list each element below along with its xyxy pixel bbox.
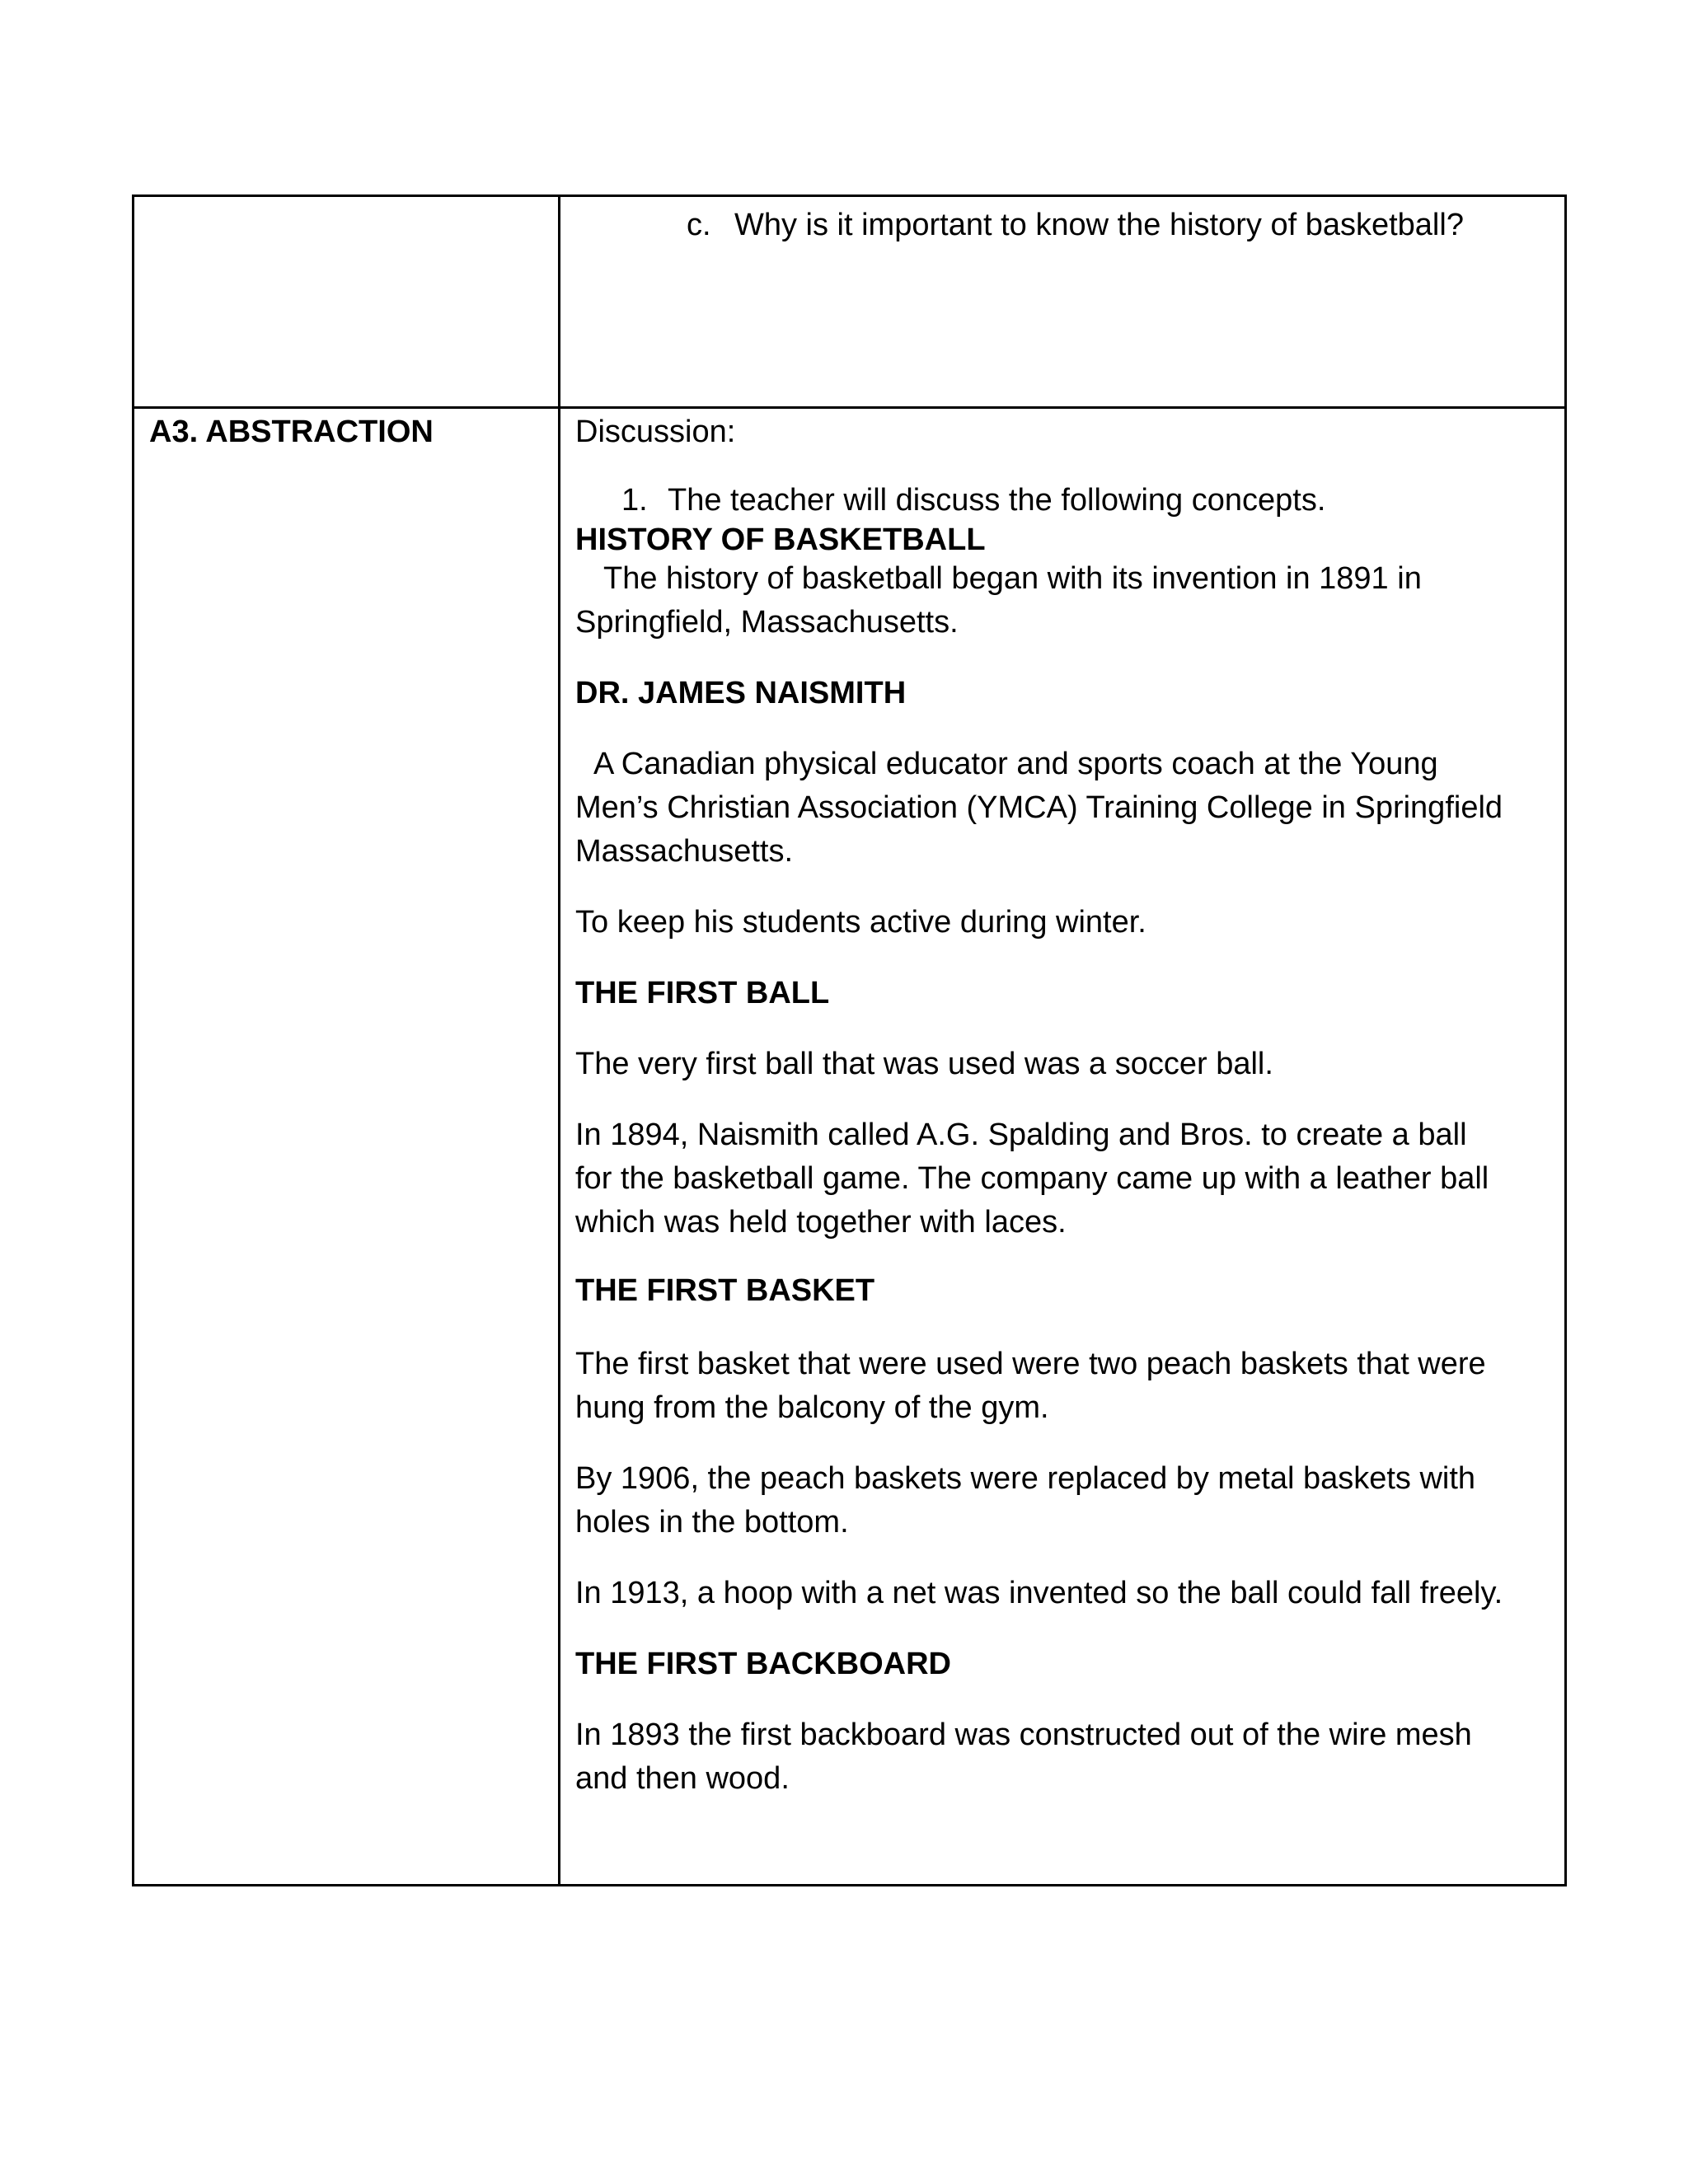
backboard-paragraph-line: In 1893 the first backboard was constructed out of the wire mesh xyxy=(575,1718,1472,1752)
ball-heading: THE FIRST BALL xyxy=(575,976,830,1010)
history-heading: HISTORY OF BASKETBALL xyxy=(575,523,986,557)
naismith-paragraph-line: A Canadian physical educator and sports coach at the Young xyxy=(593,747,1438,781)
section-label: A3. ABSTRACTION xyxy=(149,415,434,449)
naismith-paragraph-2: To keep his students active during winter. xyxy=(575,905,1146,940)
table-row xyxy=(134,408,1566,1886)
discussion-label: Discussion: xyxy=(575,415,736,449)
basket-paragraph-line: The first basket that were used were two peach baskets that were xyxy=(575,1347,1486,1381)
basket-paragraph-line: By 1906, the peach baskets were replaced by metal baskets with xyxy=(575,1461,1476,1496)
question-marker: c. xyxy=(687,208,711,242)
basket-paragraph-line: holes in the bottom. xyxy=(575,1505,849,1540)
lesson-plan-table xyxy=(132,194,1567,1886)
history-paragraph-line: The history of basketball began with its invention in 1891 in xyxy=(603,561,1422,596)
history-paragraph-line: Springfield, Massachusetts. xyxy=(575,605,959,640)
ball-paragraph-line: which was held together with laces. xyxy=(575,1205,1067,1240)
backboard-paragraph-line: and then wood. xyxy=(575,1761,790,1796)
table-cell-section-label xyxy=(134,408,560,1886)
basket-paragraph-3: In 1913, a hoop with a net was invented so the ball could fall freely. xyxy=(575,1576,1503,1610)
naismith-paragraph-line: Men’s Christian Association (YMCA) Training College in Springfield xyxy=(575,790,1503,825)
backboard-heading: THE FIRST BACKBOARD xyxy=(575,1647,951,1681)
ball-paragraph-1: The very first ball that was used was a soccer ball. xyxy=(575,1047,1273,1081)
table-cell-discussion xyxy=(560,408,1566,1886)
table-row xyxy=(134,196,1566,408)
item-text: The teacher will discuss the following concepts. xyxy=(668,483,1326,518)
question-item xyxy=(575,205,1550,246)
basket-paragraph-line: hung from the balcony of the gym. xyxy=(575,1390,1049,1425)
naismith-heading: DR. JAMES NAISMITH xyxy=(575,676,907,710)
ball-paragraph-line: for the basketball game. The company came up with a leather ball xyxy=(575,1161,1489,1196)
table-cell-empty xyxy=(134,196,560,408)
item-marker: 1. xyxy=(621,483,648,518)
question-text: Why is it important to know the history of basketball? xyxy=(734,208,1464,242)
ball-paragraph-line: In 1894, Naismith called A.G. Spalding and Bros. to create a ball xyxy=(575,1118,1467,1152)
naismith-paragraph-line: Massachusetts. xyxy=(575,834,793,869)
numbered-item xyxy=(575,479,1550,523)
basket-heading: THE FIRST BASKET xyxy=(575,1273,875,1308)
table-cell-question xyxy=(560,196,1566,408)
